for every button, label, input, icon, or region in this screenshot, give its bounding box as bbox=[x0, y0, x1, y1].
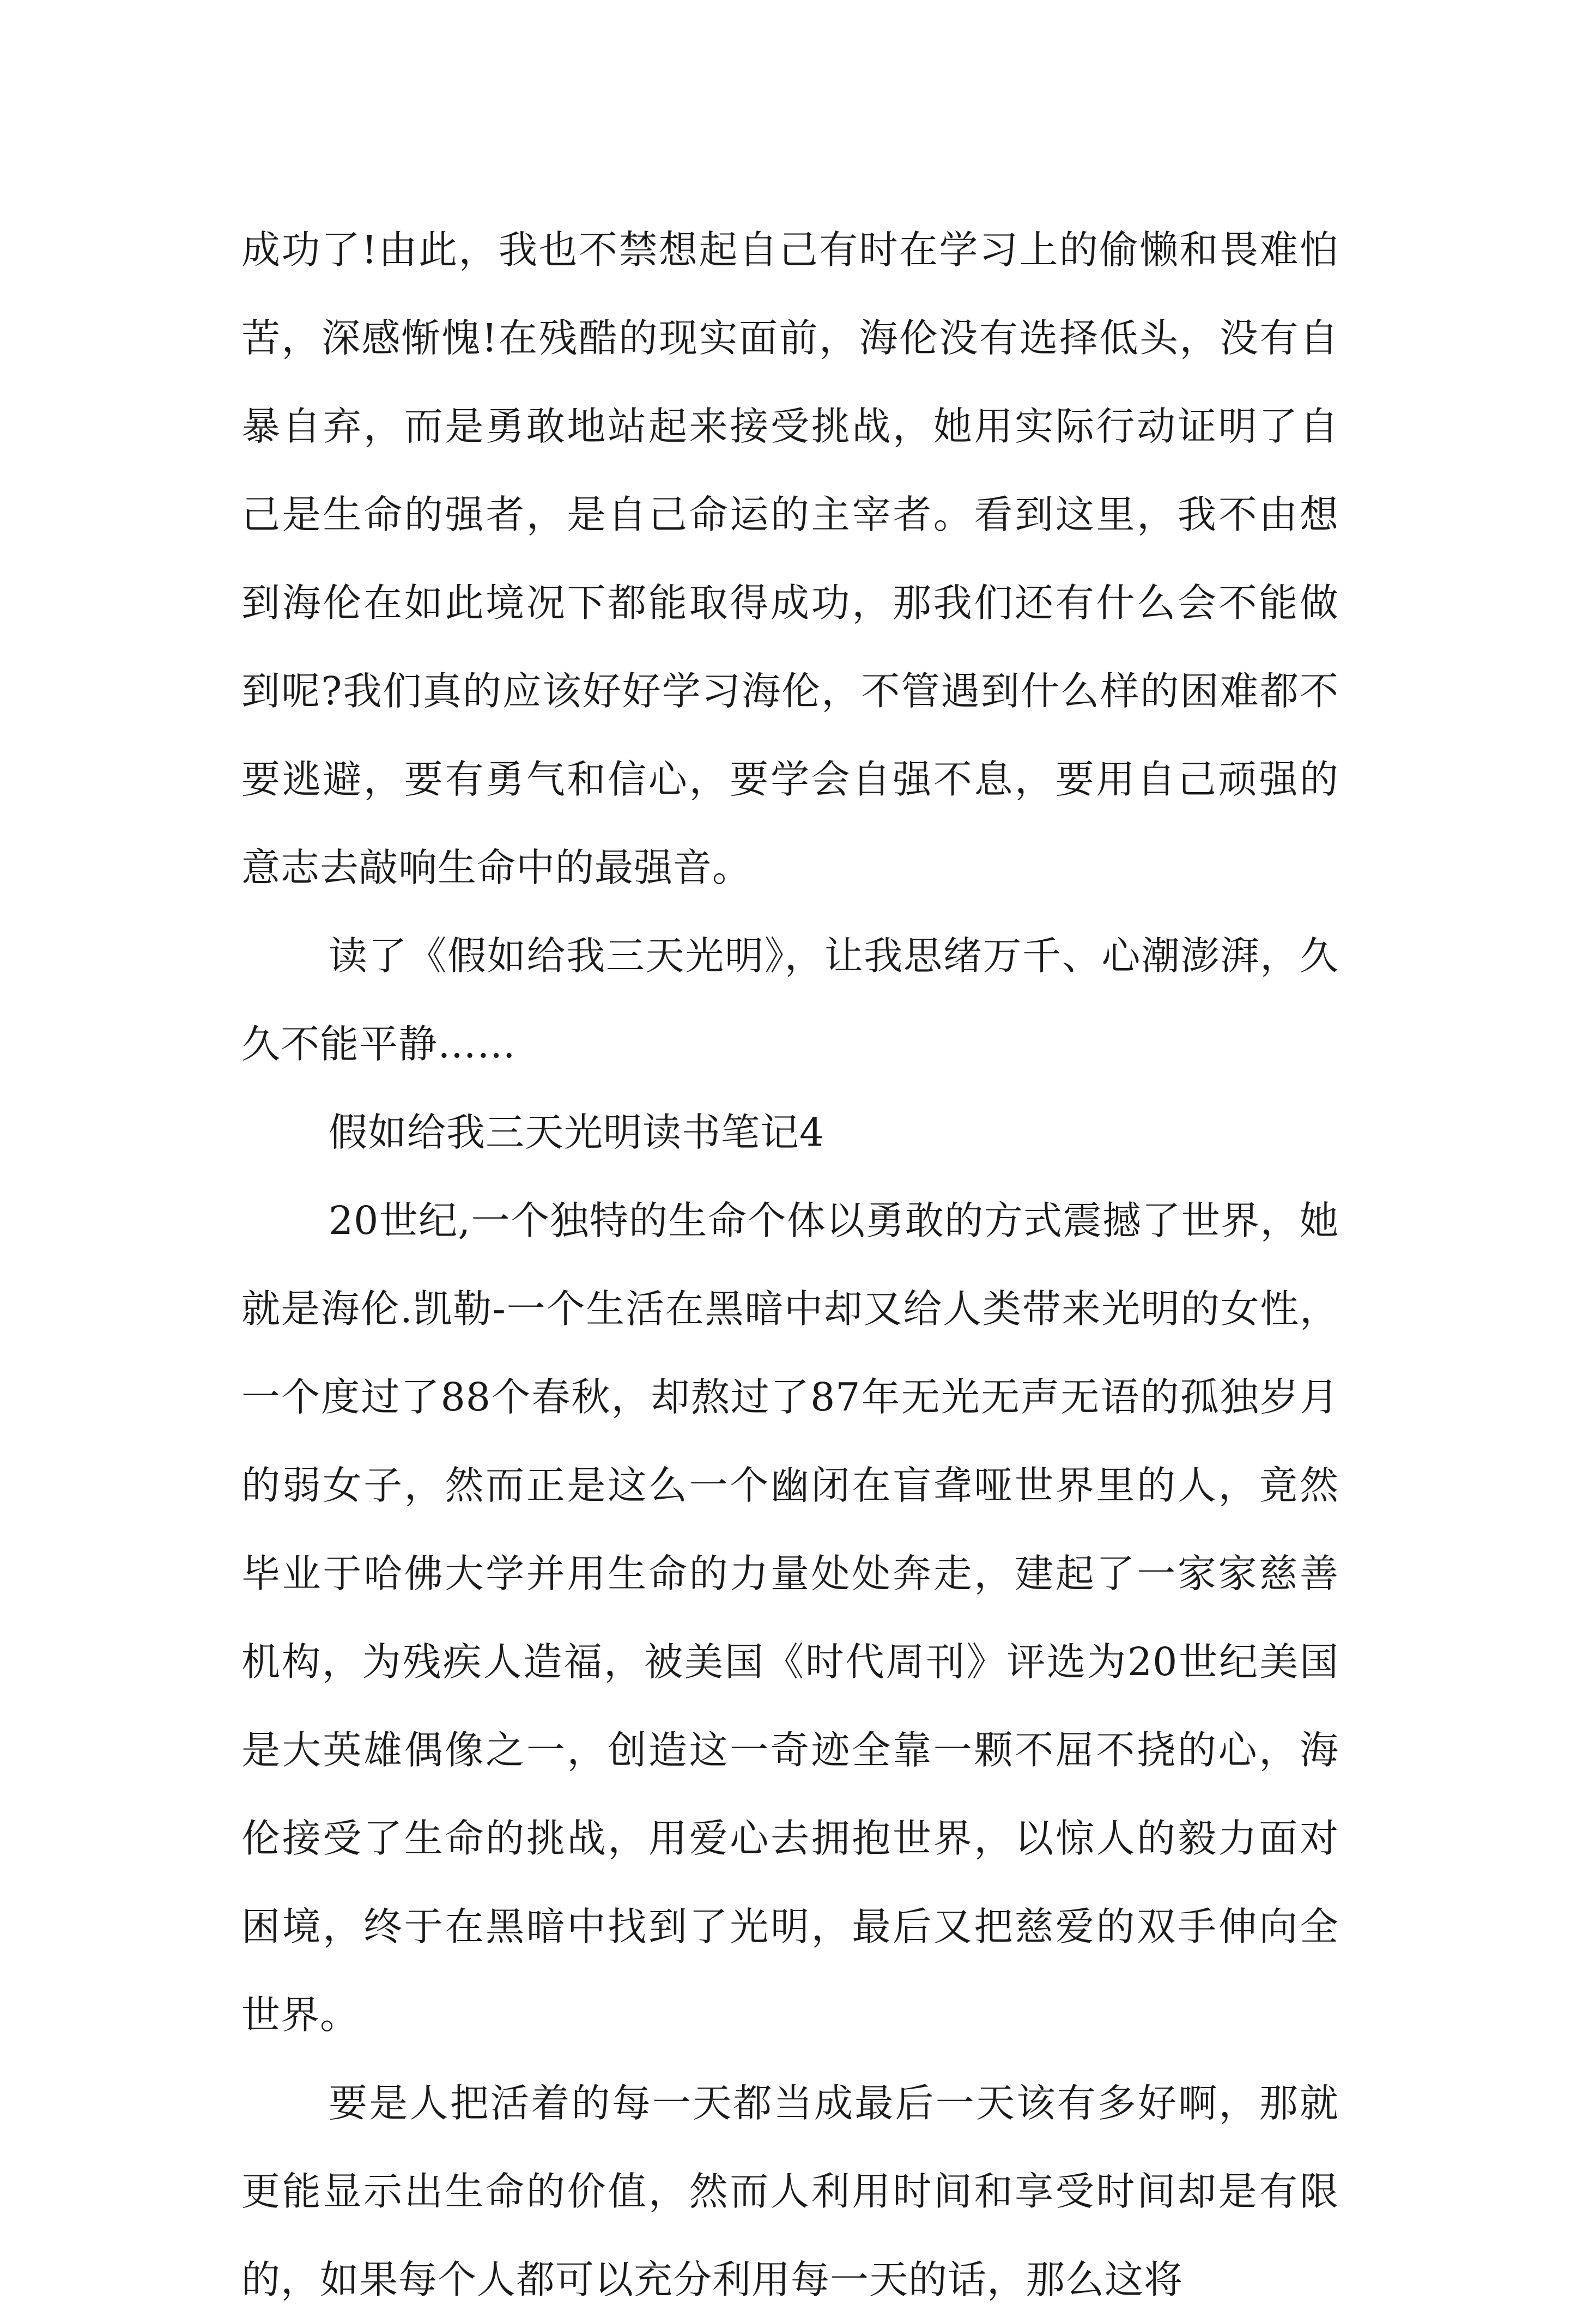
paragraph-last-day: 要是人把活着的每一天都当成最后一天该有多好啊，那就更能显示出生命的价值，然而人利用时间和享受时间却是有限的，如果每个人都可以充分利用每一天的话，那么这将 bbox=[241, 2080, 1339, 2302]
paragraph-reflection: 成功了!由此，我也不禁想起自己有时在学习上的偷懒和畏难怕苦，深感惭愧!在残酷的现实面前，海伦没有选择低头，没有自暴自弃，而是勇敢地站起来接受挑战，她用实际行动证明了自己是生命的强者，是自己命运的主宰者。看到这里，我不由想到海伦在如此境况下都能取得成功，那我们还有什么会不能做到呢?我们真的应该好好学习海伦，不管遇到什么样的困难都不要逃避，要有勇气和信心，要学会自强不息，要用自己顽强的意志去敲响生命中的最强音。 bbox=[241, 227, 1339, 890]
document-body bbox=[241, 206, 1339, 2324]
paragraph-after-reading: 读了《假如给我三天光明》，让我思绪万千、心潮澎湃，久久不能平静…… bbox=[241, 933, 1339, 1067]
paragraph-helen-keller: 20世纪,一个独特的生命个体以勇敢的方式震撼了世界，她就是海伦.凯勒-一个生活在黑暗中却又给人类带来光明的女性，一个度过了88个春秋，却熬过了87年无光无声无语的孤独岁月的弱女子，然而正是这么一个幽闭在盲聋哑世界里的人，竟然毕业于哈佛大学并用生命的力量处处奔走，建起了一家家慈善机构，为残疾人造福，被美国《时代周刊》评选为20世纪美国是大英雄偶像之一，创造这一奇迹全靠一颗不屈不挠的心，海伦接受了生命的挑战，用爱心去拥抱世界，以惊人的毅力面对困境，终于在黑暗中找到了光明，最后又把慈爱的双手伸向全世界。 bbox=[241, 1198, 1339, 2037]
section-heading: 假如给我三天光明读书笔记4 bbox=[329, 1110, 825, 1155]
